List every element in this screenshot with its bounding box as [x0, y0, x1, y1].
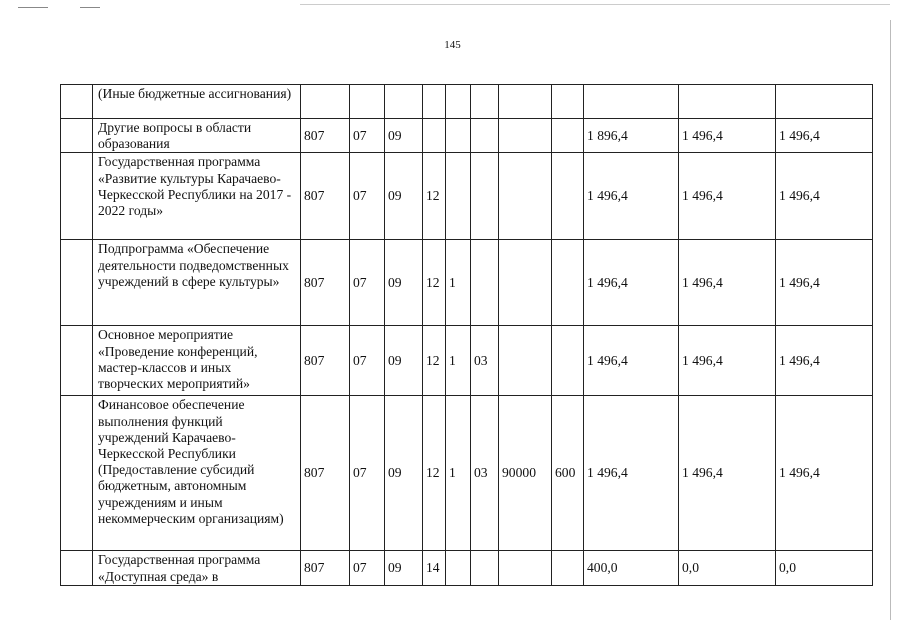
rz-cell: 07 — [350, 396, 385, 551]
row-blank-cell — [61, 85, 93, 119]
vr-cell — [552, 119, 584, 153]
rz-cell — [350, 85, 385, 119]
program-cell: 12 — [423, 153, 446, 240]
row-name-cell: Подпрограмма «Обеспечение деятельности подведомственных учреждений в сфере культуры» — [93, 240, 301, 326]
rz-cell: 07 — [350, 326, 385, 396]
pr-cell: 09 — [385, 326, 423, 396]
vr-cell — [552, 326, 584, 396]
amount-2021-cell: 1 496,4 — [679, 153, 776, 240]
direction-cell — [499, 119, 552, 153]
row-blank-cell — [61, 153, 93, 240]
pr-cell: 09 — [385, 240, 423, 326]
table-row — [61, 240, 873, 326]
scan-top-line-left — [18, 7, 48, 8]
min-cell: 807 — [301, 119, 350, 153]
main-event-cell — [471, 85, 499, 119]
table-row — [61, 326, 873, 396]
amount-2020-cell: 1 496,4 — [584, 240, 679, 326]
amount-2022-cell: 1 496,4 — [776, 153, 873, 240]
amount-2020-cell — [584, 85, 679, 119]
program-cell — [423, 119, 446, 153]
row-name-cell: Государственная программа «Развитие культуры Карачаево-Черкесской Республики на 2017 - 2022 годы» — [93, 153, 301, 240]
amount-2020-cell: 1 496,4 — [584, 396, 679, 551]
main-event-cell — [471, 240, 499, 326]
amount-2022-cell: 1 496,4 — [776, 119, 873, 153]
program-cell: 12 — [423, 396, 446, 551]
program-cell: 14 — [423, 551, 446, 585]
scan-top-line-mid — [80, 7, 100, 8]
pr-cell: 09 — [385, 396, 423, 551]
table-row — [61, 85, 873, 119]
pr-cell: 09 — [385, 119, 423, 153]
program-cell: 12 — [423, 240, 446, 326]
table-body — [61, 85, 873, 586]
main-event-cell: 03 — [471, 326, 499, 396]
scan-top-line-right — [300, 4, 890, 5]
min-cell — [301, 85, 350, 119]
min-cell: 807 — [301, 326, 350, 396]
direction-cell — [499, 326, 552, 396]
amount-2020-cell: 1 896,4 — [584, 119, 679, 153]
direction-cell — [499, 551, 552, 585]
row-name-cell: Другие вопросы в области образования — [93, 119, 301, 153]
vr-cell — [552, 85, 584, 119]
pr-cell: 09 — [385, 551, 423, 585]
program-cell — [423, 85, 446, 119]
amount-2022-cell — [776, 85, 873, 119]
row-blank-cell — [61, 240, 93, 326]
min-cell: 807 — [301, 396, 350, 551]
subprogram-cell — [446, 153, 471, 240]
amount-2021-cell: 0,0 — [679, 551, 776, 585]
direction-cell — [499, 240, 552, 326]
table-row — [61, 153, 873, 240]
amount-2022-cell: 1 496,4 — [776, 396, 873, 551]
direction-cell — [499, 85, 552, 119]
budget-table — [60, 84, 873, 586]
rz-cell: 07 — [350, 119, 385, 153]
direction-cell — [499, 153, 552, 240]
vr-cell: 600 — [552, 396, 584, 551]
pr-cell: 09 — [385, 153, 423, 240]
amount-2020-cell: 400,0 — [584, 551, 679, 585]
amount-2022-cell: 1 496,4 — [776, 240, 873, 326]
amount-2021-cell — [679, 85, 776, 119]
main-event-cell: 03 — [471, 396, 499, 551]
row-name-cell: Основное мероприятие «Проведение конференций, мастер-классов и иных творческих мероприятий» — [93, 326, 301, 396]
amount-2022-cell: 1 496,4 — [776, 326, 873, 396]
rz-cell: 07 — [350, 551, 385, 585]
amount-2021-cell: 1 496,4 — [679, 396, 776, 551]
row-name-cell: Государственная программа «Доступная среда» в — [93, 551, 301, 585]
subprogram-cell — [446, 119, 471, 153]
pr-cell — [385, 85, 423, 119]
amount-2022-cell: 0,0 — [776, 551, 873, 585]
min-cell: 807 — [301, 240, 350, 326]
amount-2020-cell: 1 496,4 — [584, 326, 679, 396]
vr-cell — [552, 240, 584, 326]
table-row — [61, 551, 873, 585]
amount-2020-cell: 1 496,4 — [584, 153, 679, 240]
table-row — [61, 396, 873, 551]
vr-cell — [552, 153, 584, 240]
subprogram-cell: 1 — [446, 240, 471, 326]
program-cell: 12 — [423, 326, 446, 396]
amount-2021-cell: 1 496,4 — [679, 326, 776, 396]
subprogram-cell: 1 — [446, 326, 471, 396]
row-blank-cell — [61, 551, 93, 585]
direction-cell: 90000 — [499, 396, 552, 551]
subprogram-cell: 1 — [446, 396, 471, 551]
row-blank-cell — [61, 326, 93, 396]
row-name-cell: Финансовое обеспечение выполнения функций учреждений Карачаево-Черкесской Республики (Предоставление субсидий бюджетным, автономным учреждениям и иным некоммерческим организациям) — [93, 396, 301, 551]
min-cell: 807 — [301, 153, 350, 240]
row-name-cell: (Иные бюджетные ассигнования) — [93, 85, 301, 119]
amount-2021-cell: 1 496,4 — [679, 119, 776, 153]
subprogram-cell — [446, 85, 471, 119]
table-row — [61, 119, 873, 153]
main-event-cell — [471, 153, 499, 240]
min-cell: 807 — [301, 551, 350, 585]
rz-cell: 07 — [350, 153, 385, 240]
amount-2021-cell: 1 496,4 — [679, 240, 776, 326]
page-number: 145 — [444, 39, 461, 51]
rz-cell: 07 — [350, 240, 385, 326]
main-event-cell — [471, 119, 499, 153]
row-blank-cell — [61, 396, 93, 551]
row-blank-cell — [61, 119, 93, 153]
vr-cell — [552, 551, 584, 585]
main-event-cell — [471, 551, 499, 585]
scan-edge-right — [890, 20, 891, 620]
subprogram-cell — [446, 551, 471, 585]
